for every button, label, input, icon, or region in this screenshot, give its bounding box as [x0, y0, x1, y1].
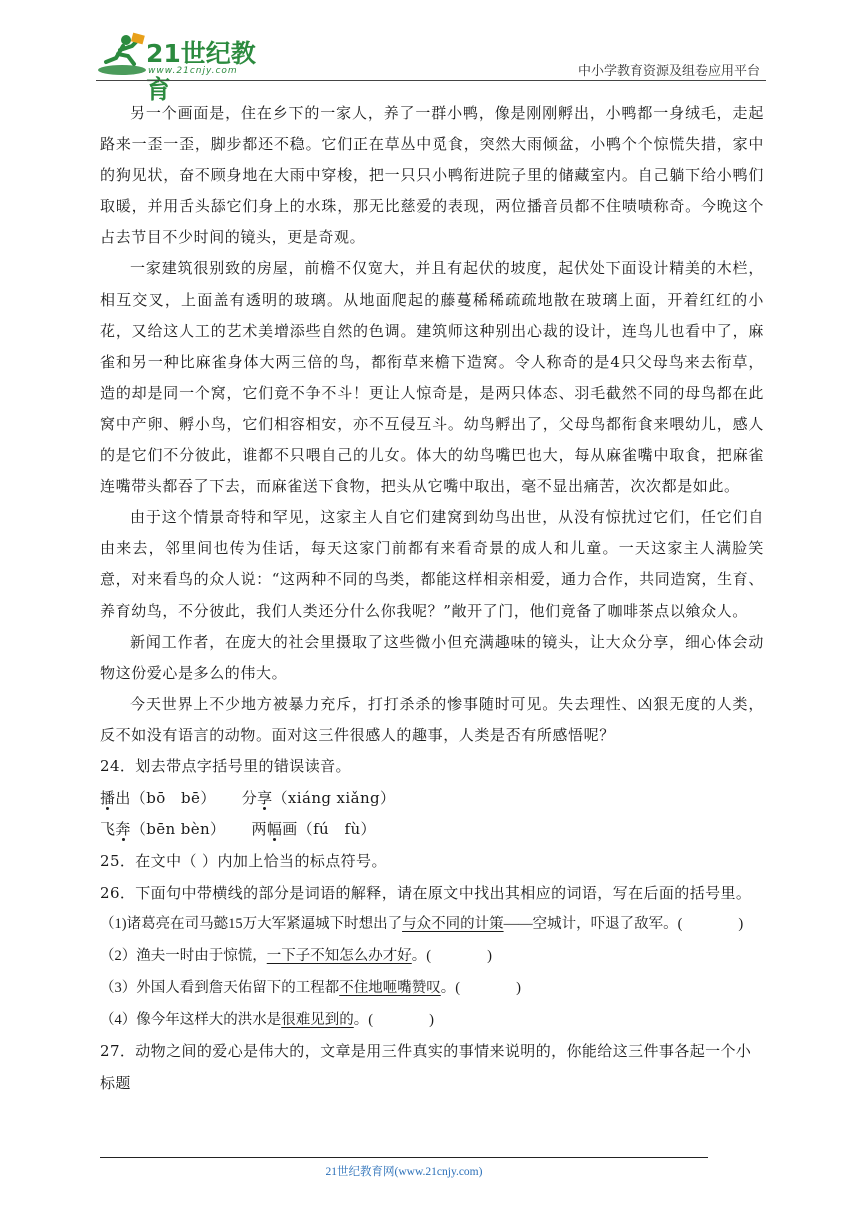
passage-paragraph-4: 新闻工作者，在庞大的社会里摄取了这些微小但充满趣味的镜头，让大众分享，细心体会动物这份爱心是多么的伟大。 — [100, 632, 764, 682]
dotted-char: 奔 — [115, 820, 131, 839]
passage-paragraph-1: 另一个画面是，住在乡下的一家人，养了一群小鸭，像是刚刚孵出，小鸭都一身绒毛，走起路来一歪一歪，脚步都还不稳。它们正在草丛中觅食，突然大雨倾盆，小鸭个个惊慌失措，家中的狗见状，奋不顾身地在大雨中穿梭，把一只只小鸭衔进院子里的储藏室内。自己躺下给小鸭们取暖，并用舌头舔它们身上的水珠，那无比慈爱的表现，两位播音员都不住啧啧称奇。今晚这个占去节目不少时间的镜头，更是奇观。 — [100, 104, 764, 247]
header-divider — [96, 80, 766, 81]
question-27: 27．动物之间的爱心是伟大的，文章是用三件真实的事情来说明的，你能给这三件事各起一个小标题 — [100, 1042, 752, 1092]
pinyin-option: 画（fú fù） — [282, 820, 376, 839]
q26-item-1: （1)诸葛亮在司马懿15万大军紧逼城下时想出了与众不同的计策——空城计，吓退了敌军。( ) — [100, 916, 744, 933]
document-body — [100, 98, 764, 1100]
q26-item-2: （2）渔夫一时由于惊慌，一下子不知怎么办才好。( ) — [100, 948, 492, 965]
footer-divider — [100, 1157, 708, 1158]
underlined-phrase: 一下子不知怎么办才好 — [266, 948, 412, 965]
pinyin-row-2: 飞奔（bēn bèn） 两幅画（fú fù） — [100, 820, 376, 839]
question-24: 24．划去带点字括号里的错误读音。 — [100, 756, 351, 775]
underlined-phrase: 不住地咂嘴赞叹 — [339, 979, 441, 996]
logo-text: 21世纪教育 — [146, 39, 256, 104]
underlined-phrase: 与众不同的计策 — [402, 916, 504, 933]
passage-paragraph-3: 由于这个情景奇特和罕见，这家主人自它们建窝到幼鸟出世，从没有惊扰过它们，任它们自由来去，邻里间也传为佳话，每天这家门前都有来看奇景的成人和儿童。一天这家主人满脸笑意，对来看鸟的众人说：“这两种不同的鸟类，都能这样相亲相爱，通力合作，共同造窝，生育、养育幼鸟，不分彼此，我们人类还分什么你我呢？”敞开了门，他们竟备了咖啡茶点以飨众人。 — [100, 508, 764, 620]
runner-logo-icon — [96, 32, 146, 78]
question-25: 25．在文中（ ）内加上恰当的标点符号。 — [100, 852, 387, 871]
dotted-char: 播 — [100, 788, 116, 807]
platform-name: 中小学教育资源及组卷应用平台 — [577, 64, 760, 79]
pinyin-row-1: 播出（bō bē） 分享（xiáng xiǎng） — [100, 788, 396, 807]
page-header — [96, 28, 766, 104]
dotted-char: 幅 — [266, 820, 283, 839]
pinyin-option: （xiáng xiǎng） — [272, 788, 396, 807]
q26-item-4: （4）像今年这样大的洪水是很难见到的。( ) — [100, 1011, 434, 1028]
pinyin-option: （bēn bèn） — [130, 820, 226, 839]
passage-paragraph-2: 一家建筑很别致的房屋，前檐不仅宽大，并且有起伏的坡度，起伏处下面设计精美的木栏，相互交叉，上面盖有透明的玻璃。从地面爬起的藤蔓稀稀疏疏地散在玻璃上面，开着红红的小花，又给这人工的艺术美增添些自然的色调。建筑师这种别出心裁的设计，连鸟儿也看中了，麻雀和另一种比麻雀身体大两三倍的鸟，都衔草来檐下造窝。令人称奇的是4只父母鸟来去衔草，造的却是同一个窝，它们竟不争不斗！更让人惊奇是，是两只体态、羽毛截然不同的母鸟都在此窝中产卵、孵小鸟，它们相容相安，亦不互侵互斗。幼鸟孵出了，父母鸟都衔食来喂幼儿，感人的是它们不分彼此，谁都不只喂自己的儿女。体大的幼鸟嘴巴也大，每从麻雀嘴中取食，把麻雀连嘴带头都吞了下去，而麻雀送下食物，把头从它嘴中取出，毫不显出痛苦，次次都是如此。 — [100, 259, 764, 496]
dotted-char: 享 — [257, 788, 273, 807]
footer-link[interactable]: 21世纪教育网(www.21cnjy.com) — [325, 1166, 483, 1178]
passage-paragraph-5: 今天世界上不少地方被暴力充斥，打打杀杀的惨事随时可见。失去理性、凶狠无度的人类，反不如没有语言的动物。面对这三件很感人的趣事，人类是否有所感悟呢？ — [100, 694, 764, 744]
question-26: 26．下面句中带横线的部分是词语的解释，请在原文中找出其相应的词语，写在后面的括号里。 — [100, 883, 752, 902]
logo-url: www.21cnjy.com — [148, 66, 238, 76]
logo — [96, 32, 266, 104]
underlined-phrase: 很难见到的 — [281, 1011, 354, 1028]
q26-item-3: （3）外国人看到詹天佑留下的工程都不住地咂嘴赞叹。( ) — [100, 979, 521, 996]
pinyin-option: 出（bō bē） — [115, 788, 216, 807]
